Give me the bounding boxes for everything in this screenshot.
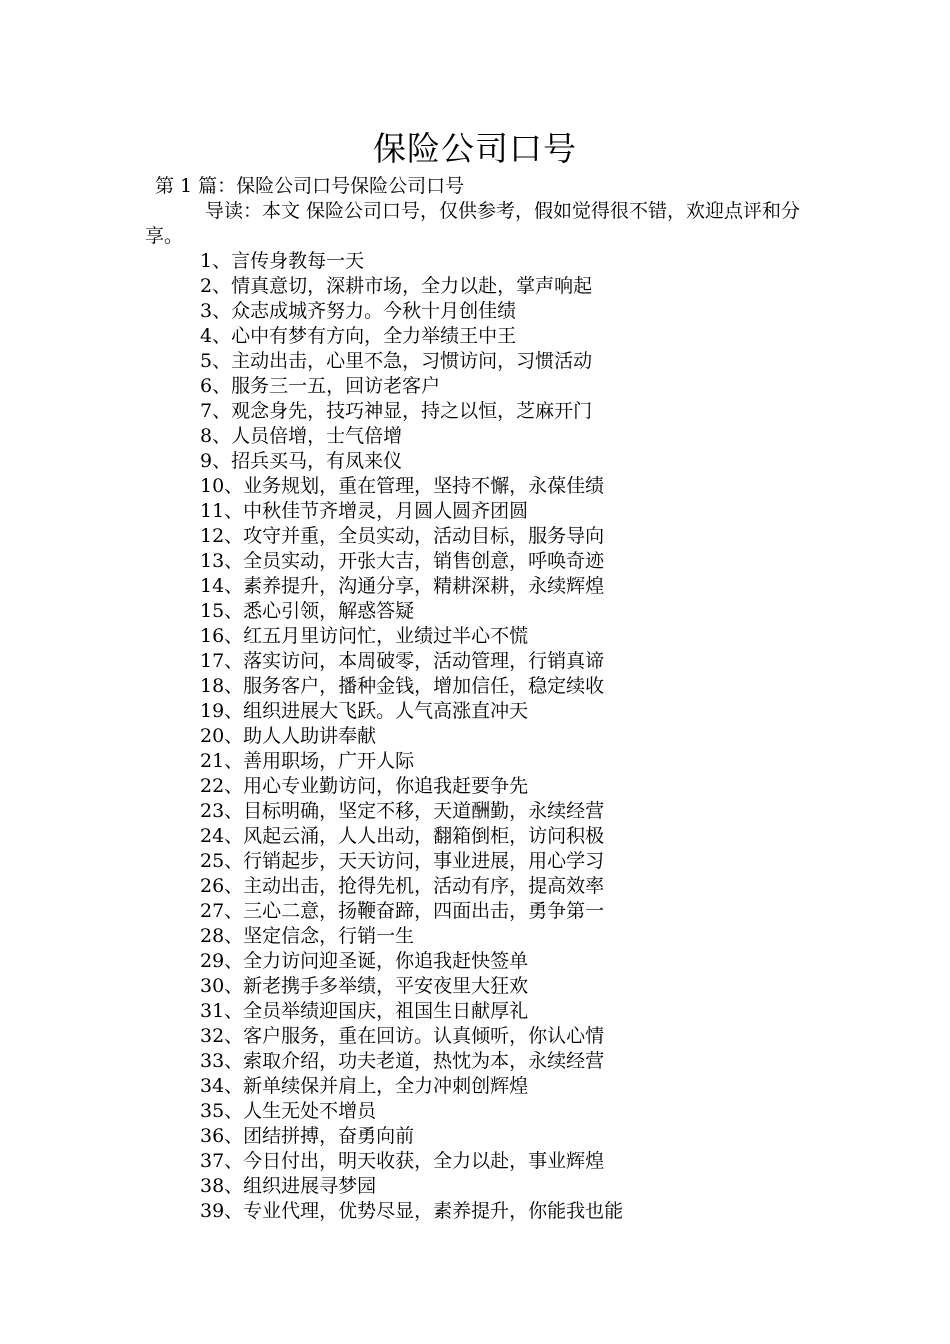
list-item: 17、落实访问，本周破零，活动管理，行销真谛 bbox=[200, 650, 605, 672]
list-item: 6、服务三一五，回访老客户 bbox=[200, 375, 441, 397]
list-item: 30、新老携手多举绩，平安夜里大狂欢 bbox=[200, 975, 529, 997]
list-item: 39、专业代理，优势尽显，素养提升，你能我也能 bbox=[200, 1200, 624, 1222]
list-item: 37、今日付出，明天收获，全力以赴，事业辉煌 bbox=[200, 1150, 605, 1172]
list-item: 9、招兵买马，有凤来仪 bbox=[200, 450, 403, 472]
list-item: 21、善用职场，广开人际 bbox=[200, 750, 415, 772]
list-item: 31、全员举绩迎国庆，祖国生日献厚礼 bbox=[200, 1000, 529, 1022]
list-item: 15、悉心引领，解惑答疑 bbox=[200, 600, 415, 622]
list-item: 29、全力访问迎圣诞，你追我赶快签单 bbox=[200, 950, 529, 972]
intro-text: 导读：本文 保险公司口号，仅供参考，假如觉得很不错，欢迎点评和分享。 bbox=[145, 200, 801, 247]
list-item: 27、三心二意，扬鞭奋蹄，四面出击，勇争第一 bbox=[200, 900, 605, 922]
list-item: 24、风起云涌，人人出动，翻箱倒柜，访问积极 bbox=[200, 825, 605, 847]
list-item: 7、观念身先，技巧神显，持之以恒，芝麻开门 bbox=[200, 400, 593, 422]
list-item: 38、组织进展寻梦园 bbox=[200, 1175, 377, 1197]
list-item: 8、人员倍增，士气倍增 bbox=[200, 425, 403, 447]
list-item: 12、攻守并重，全员实动，活动目标，服务导向 bbox=[200, 525, 605, 547]
chapter-heading: 第 1 篇：保险公司口号保险公司口号 bbox=[155, 175, 465, 197]
list-item: 25、行销起步，天天访问，事业进展，用心学习 bbox=[200, 850, 605, 872]
list-item: 4、心中有梦有方向，全力举绩王中王 bbox=[200, 325, 517, 347]
intro-paragraph bbox=[145, 199, 810, 249]
list-item: 36、团结拼搏，奋勇向前 bbox=[200, 1125, 415, 1147]
list-item: 1、言传身教每一天 bbox=[200, 250, 365, 272]
list-item: 10、业务规划，重在管理，坚持不懈，永葆佳绩 bbox=[200, 475, 605, 497]
list-item: 14、素养提升，沟通分享，精耕深耕，永续辉煌 bbox=[200, 575, 605, 597]
list-item: 11、中秋佳节齐增灵，月圆人圆齐团圆 bbox=[200, 500, 529, 522]
slogan-list bbox=[200, 249, 623, 1224]
document-title: 保险公司口号 bbox=[373, 129, 577, 168]
list-item: 32、客户服务，重在回访。认真倾听，你认心情 bbox=[200, 1025, 605, 1047]
list-item: 3、众志成城齐努力。今秋十月创佳绩 bbox=[200, 300, 517, 322]
list-item: 22、用心专业勤访问，你追我赶要争先 bbox=[200, 775, 529, 797]
list-item: 2、情真意切，深耕市场，全力以赴，掌声响起 bbox=[200, 275, 593, 297]
list-item: 28、坚定信念，行销一生 bbox=[200, 925, 415, 947]
list-item: 18、服务客户，播种金钱，增加信任，稳定续收 bbox=[200, 675, 605, 697]
list-item: 35、人生无处不增员 bbox=[200, 1100, 377, 1122]
list-item: 33、索取介绍，功夫老道，热忱为本，永续经营 bbox=[200, 1050, 605, 1072]
list-item: 13、全员实动，开张大吉，销售创意，呼唤奇迹 bbox=[200, 550, 605, 572]
list-item: 23、目标明确，坚定不移，天道酬勤，永续经营 bbox=[200, 800, 605, 822]
list-item: 26、主动出击，抢得先机，活动有序，提高效率 bbox=[200, 875, 605, 897]
list-item: 5、主动出击，心里不急，习惯访问，习惯活动 bbox=[200, 350, 593, 372]
list-item: 16、红五月里访问忙，业绩过半心不慌 bbox=[200, 625, 529, 647]
list-item: 19、组织进展大飞跃。人气高涨直冲天 bbox=[200, 700, 529, 722]
list-item: 34、新单续保并肩上，全力冲刺创辉煌 bbox=[200, 1075, 529, 1097]
list-item: 20、助人人助讲奉献 bbox=[200, 725, 377, 747]
